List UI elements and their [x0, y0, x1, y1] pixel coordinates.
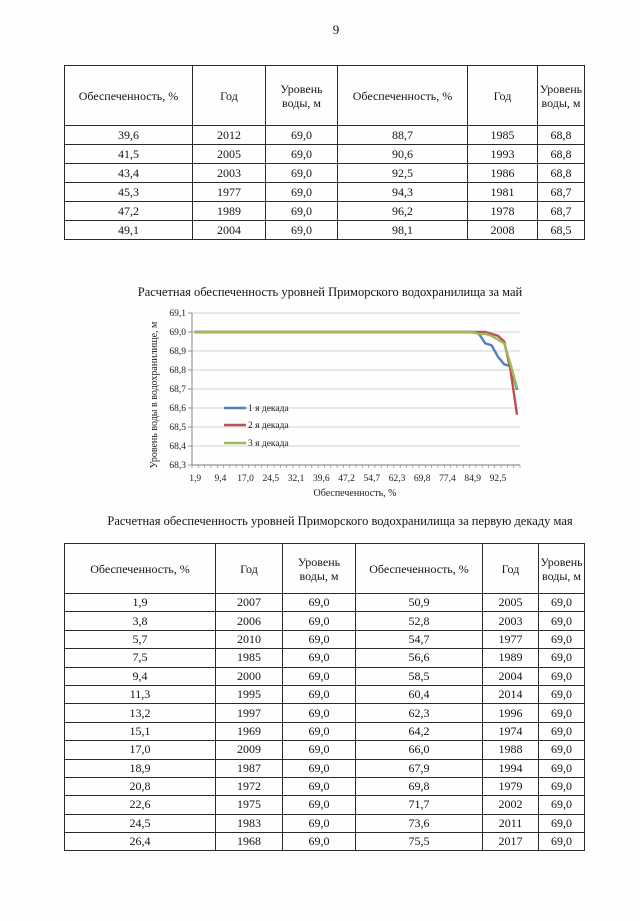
table-cell: 11,3: [65, 685, 216, 703]
table-cell: 54,7: [356, 630, 483, 648]
table-cell: 69,0: [283, 630, 356, 648]
table-cell: 2010: [216, 630, 283, 648]
table-cell: 7,5: [65, 649, 216, 667]
table-cell: 69,0: [539, 759, 585, 777]
table-cell: 69,0: [539, 612, 585, 630]
table-cell: 24,5: [65, 814, 216, 832]
table-cell: 1969: [216, 722, 283, 740]
table-cell: 68,8: [538, 145, 585, 164]
table-cell: 1986: [468, 164, 538, 183]
table-cell: 69,0: [283, 741, 356, 759]
column-header: Год: [483, 544, 539, 594]
table-cell: 62,3: [356, 704, 483, 722]
table-cell: 26,4: [65, 833, 216, 851]
x-tick-label: 9,4: [214, 474, 227, 484]
table-2-caption: Расчетная обеспеченность уровней Приморского водохранилища за первую декаду мая: [107, 514, 573, 528]
table-cell: 1968: [216, 833, 283, 851]
table-cell: 15,1: [65, 722, 216, 740]
legend-entry-2: [224, 421, 289, 431]
table-1-head: [65, 66, 585, 126]
table-cell: 1988: [483, 741, 539, 759]
x-tick-label: 77,4: [439, 474, 456, 484]
table-cell: 69,0: [283, 759, 356, 777]
y-tick-label: 68,4: [169, 442, 186, 453]
table-cell: 69,0: [539, 649, 585, 667]
table-cell: 13,2: [65, 704, 216, 722]
table-row: [65, 777, 585, 795]
x-tick-label: 24,5: [262, 474, 280, 484]
table-cell: 1979: [483, 777, 539, 795]
table-cell: 3,8: [65, 612, 216, 630]
table-2-body: [65, 594, 585, 851]
column-header: Обеспеченность, %: [338, 66, 468, 126]
table-cell: 69,0: [539, 722, 585, 740]
legend-label-2: 2 я декада: [248, 421, 289, 431]
chart-title: Расчетная обеспеченность уровней Приморского водохранилища за май: [137, 285, 523, 299]
table-cell: 68,5: [538, 221, 585, 240]
table-cell: 71,7: [356, 796, 483, 814]
axes: [188, 313, 520, 468]
y-tick-label: 68,5: [169, 423, 186, 434]
legend-entry-1: [224, 404, 289, 414]
series-lines: [195, 332, 517, 414]
table-row: [65, 649, 585, 667]
table-cell: 1994: [483, 759, 539, 777]
table-cell: 88,7: [338, 126, 468, 145]
table-cell: 20,8: [65, 777, 216, 795]
table-cell: 1983: [216, 814, 283, 832]
table-cell: 1985: [468, 126, 538, 145]
table-cell: 73,6: [356, 814, 483, 832]
table-cell: 2008: [468, 221, 538, 240]
legend: [224, 404, 289, 449]
x-tick-label: 1,9: [189, 474, 202, 484]
table-cell: 39,6: [65, 126, 193, 145]
table-cell: 5,7: [65, 630, 216, 648]
table-cell: 75,5: [356, 833, 483, 851]
table-cell: 69,0: [283, 796, 356, 814]
table-cell: 2002: [483, 796, 539, 814]
x-tick-label: 54,7: [363, 474, 381, 484]
table-cell: 69,0: [539, 704, 585, 722]
x-tick-label: 84,9: [464, 474, 482, 484]
table-cell: 90,6: [338, 145, 468, 164]
table-cell: 69,0: [539, 630, 585, 648]
table-row: [65, 741, 585, 759]
x-tick-label: 92,5: [489, 474, 507, 484]
x-tick-label: 69,8: [413, 474, 431, 484]
table-cell: 60,4: [356, 685, 483, 703]
y-tick-label: 69,1: [169, 309, 186, 320]
table-cell: 1996: [483, 704, 539, 722]
x-tick-label: 39,6: [312, 474, 330, 484]
table-cell: 45,3: [65, 183, 193, 202]
table-cell: 2012: [193, 126, 266, 145]
table-row: [65, 833, 585, 851]
table-cell: 69,0: [283, 833, 356, 851]
table-cell: 69,8: [356, 777, 483, 795]
table-row: [65, 594, 585, 612]
table-cell: 2009: [216, 741, 283, 759]
x-tick-labels: [189, 474, 506, 484]
table-cell: 69,0: [283, 649, 356, 667]
table-cell: 69,0: [539, 741, 585, 759]
table-row: [65, 685, 585, 703]
table-cell: 69,0: [266, 183, 338, 202]
y-tick-label: 68,8: [169, 366, 186, 377]
legend-label-1: 1 я декада: [248, 404, 289, 414]
table-row: [65, 183, 585, 202]
x-tick-label: 47,2: [338, 474, 355, 484]
table-cell: 1972: [216, 777, 283, 795]
table-row: [65, 759, 585, 777]
column-header: Уровень воды, м: [538, 66, 585, 126]
table-cell: 69,0: [539, 685, 585, 703]
table-2: [64, 543, 585, 851]
table-row: [65, 145, 585, 164]
table-cell: 69,0: [539, 667, 585, 685]
table-cell: 50,9: [356, 594, 483, 612]
table-cell: 96,2: [338, 202, 468, 221]
level-probability-chart: [140, 300, 530, 505]
table-cell: 47,2: [65, 202, 193, 221]
table-row: [65, 630, 585, 648]
table-cell: 2011: [483, 814, 539, 832]
table-cell: 43,4: [65, 164, 193, 183]
table-cell: 22,6: [65, 796, 216, 814]
y-tick-label: 69,0: [169, 328, 186, 339]
table-cell: 94,3: [338, 183, 468, 202]
legend-label-3: 3 я декада: [248, 439, 289, 449]
y-tick-labels: [169, 309, 186, 471]
table-cell: 1989: [483, 649, 539, 667]
table-cell: 1997: [216, 704, 283, 722]
table-cell: 69,0: [283, 777, 356, 795]
column-header: Обеспеченность, %: [356, 544, 483, 594]
table-cell: 2005: [483, 594, 539, 612]
table-cell: 9,4: [65, 667, 216, 685]
y-tick-label: 68,6: [169, 404, 186, 415]
table-cell: 69,0: [283, 612, 356, 630]
table-cell: 68,8: [538, 164, 585, 183]
table-2-header-row: [65, 544, 585, 594]
table-cell: 2006: [216, 612, 283, 630]
table-cell: 92,5: [338, 164, 468, 183]
table-row: [65, 612, 585, 630]
table-cell: 1974: [483, 722, 539, 740]
table-cell: 68,8: [538, 126, 585, 145]
table-row: [65, 667, 585, 685]
x-axis-title: Обеспеченность, %: [313, 488, 397, 499]
column-header: Год: [468, 66, 538, 126]
series-line-1: [195, 332, 517, 389]
table-cell: 1989: [193, 202, 266, 221]
table-1-body: [65, 126, 585, 240]
table-cell: 69,0: [283, 667, 356, 685]
table-cell: 66,0: [356, 741, 483, 759]
table-cell: 68,7: [538, 183, 585, 202]
table-cell: 1975: [216, 796, 283, 814]
table-cell: 69,0: [539, 777, 585, 795]
table-cell: 18,9: [65, 759, 216, 777]
table-cell: 2003: [483, 612, 539, 630]
table-cell: 2004: [483, 667, 539, 685]
table-row: [65, 126, 585, 145]
column-header: Год: [216, 544, 283, 594]
table-cell: 69,0: [539, 594, 585, 612]
column-header: Уровень воды, м: [266, 66, 338, 126]
table-cell: 69,0: [539, 796, 585, 814]
x-tick-label: 17,0: [237, 474, 254, 484]
table-cell: 2007: [216, 594, 283, 612]
table-cell: 58,5: [356, 667, 483, 685]
table-cell: 69,0: [266, 221, 338, 240]
table-cell: 68,7: [538, 202, 585, 221]
table-cell: 69,0: [266, 145, 338, 164]
table-cell: 1978: [468, 202, 538, 221]
table-row: [65, 796, 585, 814]
table-cell: 49,1: [65, 221, 193, 240]
table-1-header-row: [65, 66, 585, 126]
table-cell: 1985: [216, 649, 283, 667]
x-tick-label: 62,3: [388, 474, 406, 484]
table-cell: 2004: [193, 221, 266, 240]
table-row: [65, 221, 585, 240]
table-cell: 98,1: [338, 221, 468, 240]
table-cell: 2005: [193, 145, 266, 164]
column-header: Обеспеченность, %: [65, 66, 193, 126]
table-row: [65, 202, 585, 221]
y-tick-label: 68,7: [169, 385, 186, 396]
table-cell: 2003: [193, 164, 266, 183]
legend-entry-3: [224, 439, 289, 449]
table-1: [64, 65, 585, 240]
table-cell: 69,0: [539, 814, 585, 832]
page-number: 9: [332, 22, 340, 37]
table-cell: 69,0: [266, 164, 338, 183]
series-line-3: [195, 332, 517, 387]
table-cell: 1993: [468, 145, 538, 164]
table-row: [65, 704, 585, 722]
table-cell: 69,0: [283, 594, 356, 612]
table-cell: 1977: [483, 630, 539, 648]
x-tick-label: 32,1: [287, 474, 305, 484]
table-cell: 1977: [193, 183, 266, 202]
table-cell: 52,8: [356, 612, 483, 630]
table-cell: 69,0: [283, 722, 356, 740]
table-row: [65, 814, 585, 832]
table-cell: 64,2: [356, 722, 483, 740]
table-cell: 2000: [216, 667, 283, 685]
table-cell: 1995: [216, 685, 283, 703]
series-line-2: [195, 332, 517, 414]
table-cell: 2014: [483, 685, 539, 703]
table-row: [65, 164, 585, 183]
table-cell: 1981: [468, 183, 538, 202]
table-2-head: [65, 544, 585, 594]
table-cell: 1,9: [65, 594, 216, 612]
table-cell: 69,0: [283, 814, 356, 832]
table-cell: 17,0: [65, 741, 216, 759]
column-header: Год: [193, 66, 266, 126]
column-header: Уровень воды, м: [539, 544, 585, 594]
column-header: Обеспеченность, %: [65, 544, 216, 594]
table-cell: 69,0: [283, 685, 356, 703]
table-cell: 69,0: [266, 202, 338, 221]
table-cell: 69,0: [539, 833, 585, 851]
table-row: [65, 722, 585, 740]
column-header: Уровень воды, м: [283, 544, 356, 594]
table-cell: 2017: [483, 833, 539, 851]
y-tick-label: 68,3: [169, 461, 186, 472]
table-cell: 69,0: [283, 704, 356, 722]
y-axis-title: Уровень воды в водохранилище, м: [149, 321, 160, 469]
y-tick-label: 68,9: [169, 347, 186, 358]
table-cell: 56,6: [356, 649, 483, 667]
table-cell: 1987: [216, 759, 283, 777]
table-cell: 41,5: [65, 145, 193, 164]
table-cell: 69,0: [266, 126, 338, 145]
table-cell: 67,9: [356, 759, 483, 777]
